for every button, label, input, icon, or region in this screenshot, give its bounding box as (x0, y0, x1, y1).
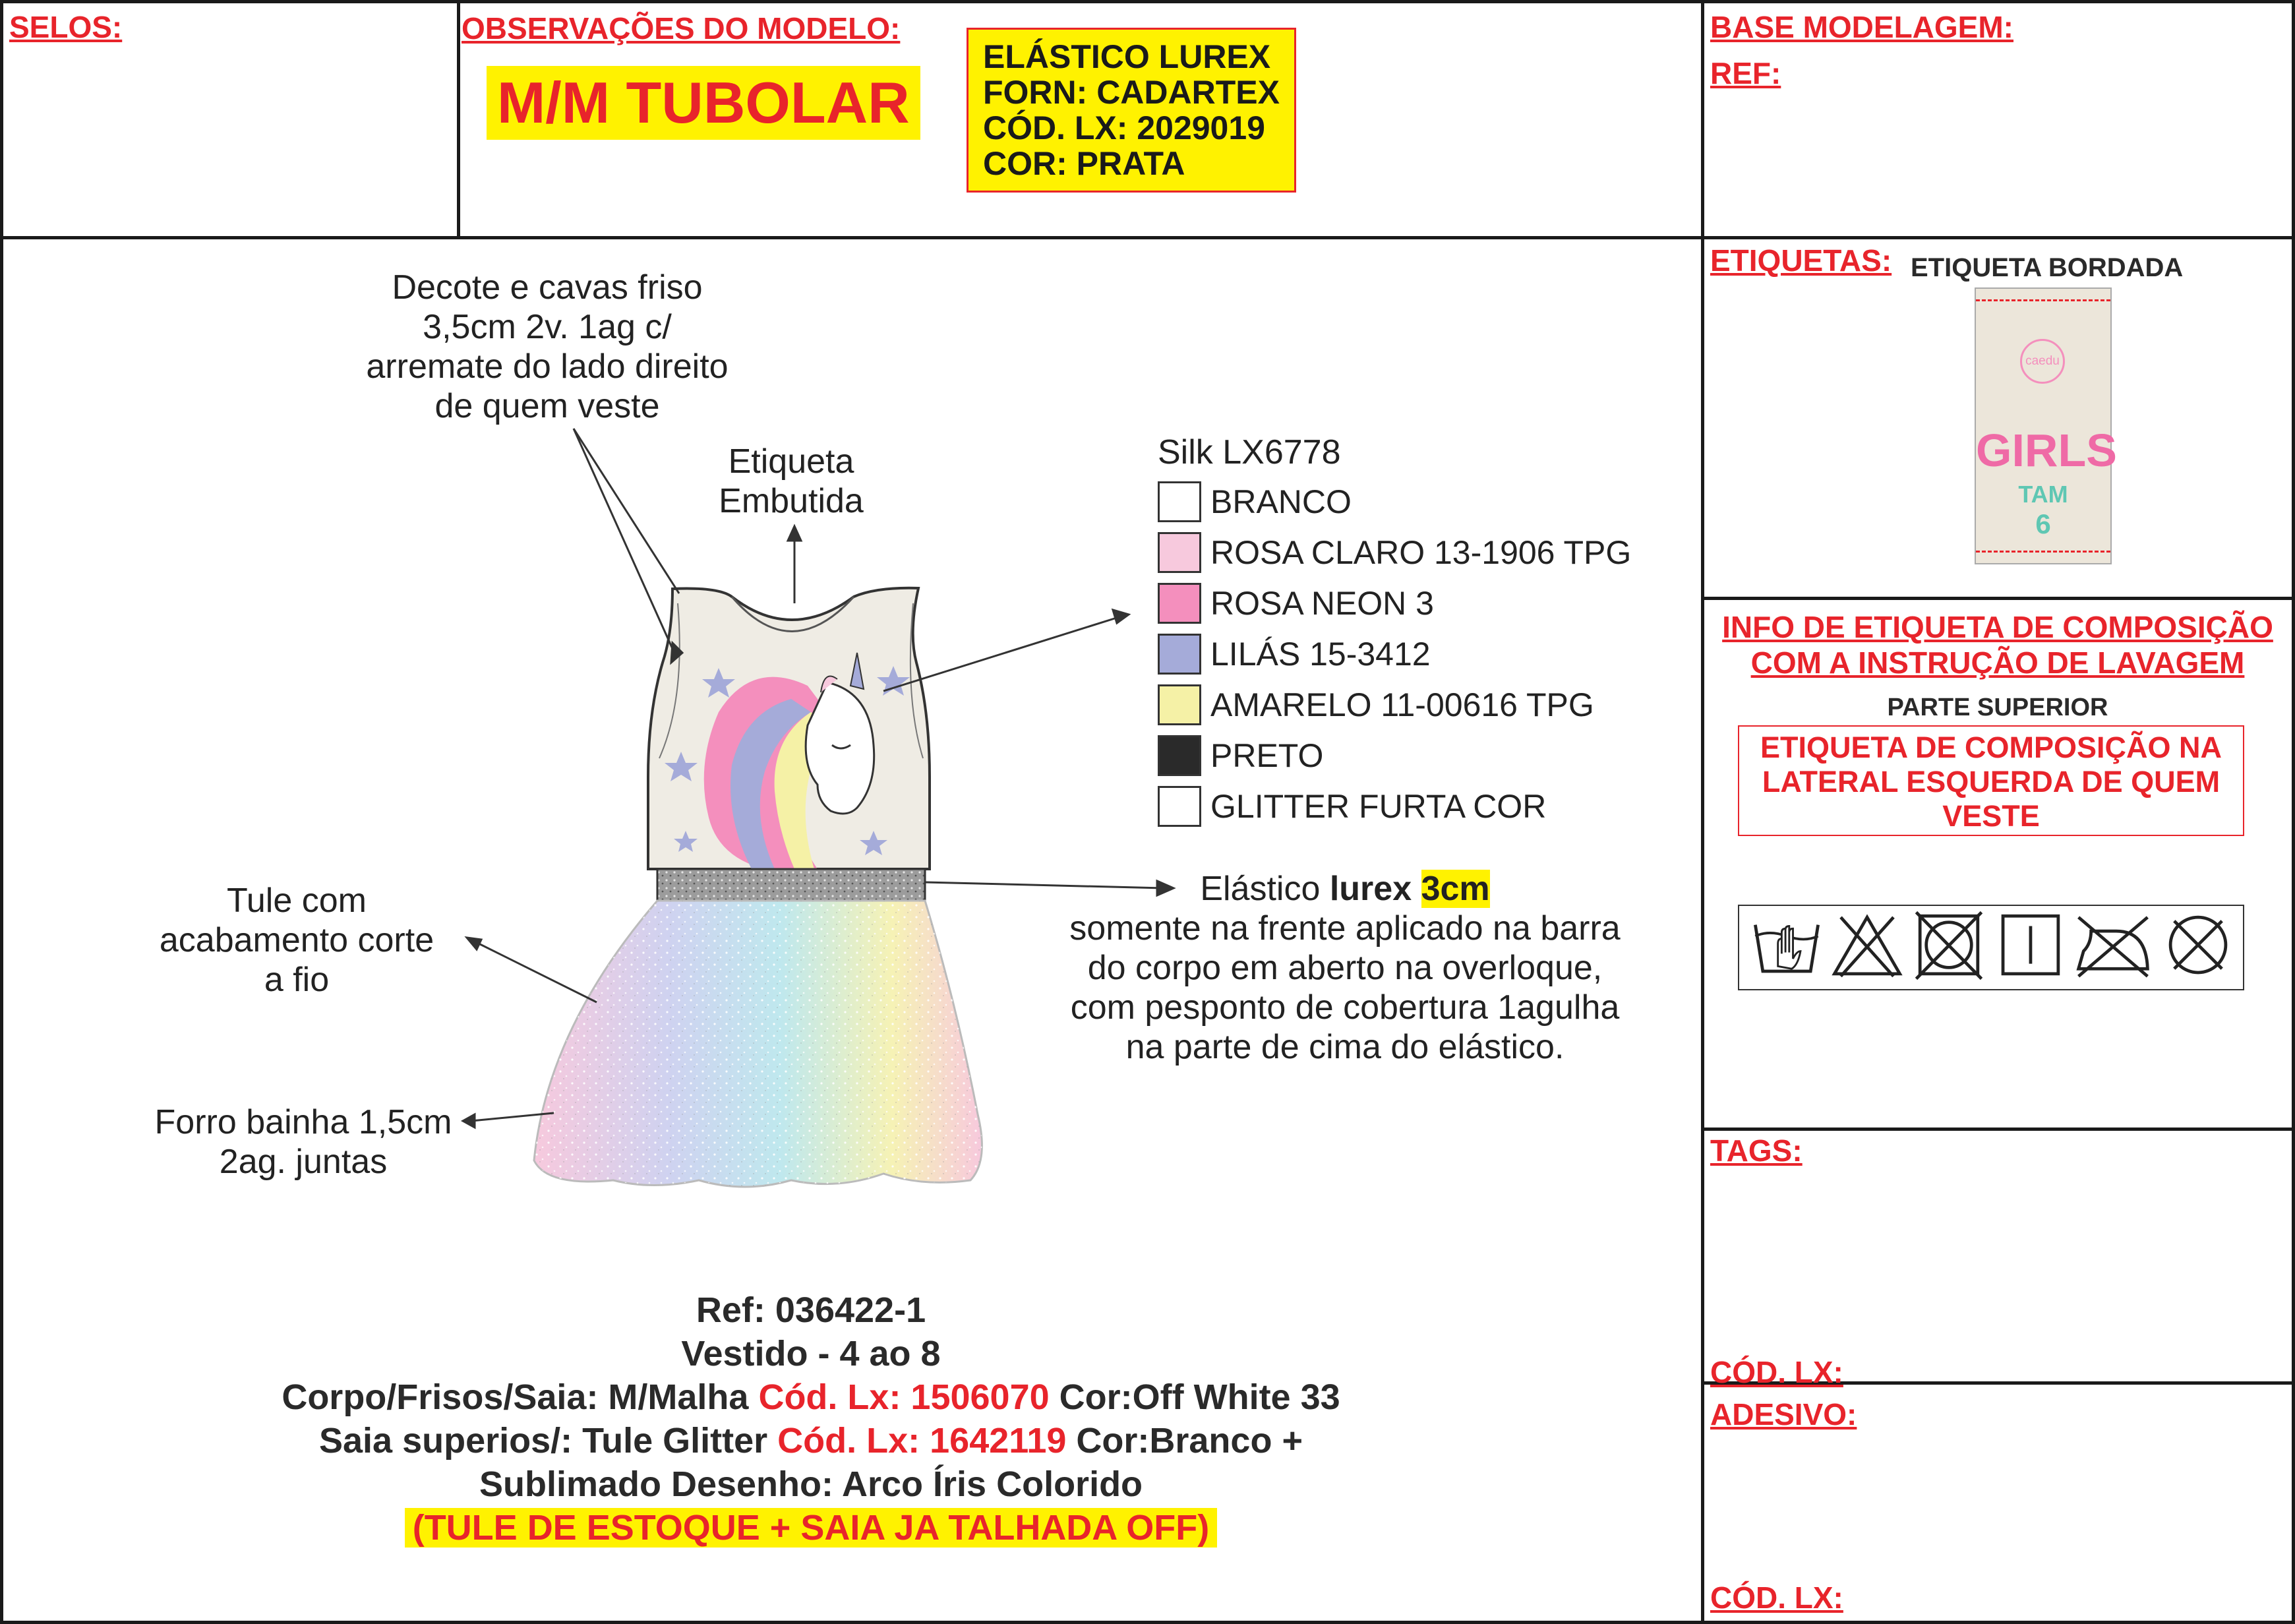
base-modelagem-label: BASE MODELAGEM: (1710, 10, 2013, 44)
note-line: 3,5cm 2v. 1ag c/ (423, 308, 672, 346)
frame-right (2292, 0, 2295, 1624)
spec-saia (158, 1419, 1464, 1462)
no-tumble-dry-icon (1909, 906, 1988, 985)
cod-lx-label-2: CÓD. LX: (1710, 1580, 1843, 1615)
caedu-logo: caedu (2020, 339, 2065, 384)
etiquetas-label: ETIQUETAS: (1710, 243, 1892, 278)
spec-text: Saia superios/: Tule Glitter (319, 1421, 778, 1460)
composicao-line: LATERAL ESQUERDA DE QUEM (1762, 765, 2220, 798)
note-line: somente na frente aplicado na barra (1069, 909, 1621, 947)
spec-ref: Ref: 036422-1 (696, 1290, 926, 1330)
sidebar-divider-1 (1701, 597, 2295, 600)
spec-block (158, 1288, 1464, 1549)
parte-superior: PARTE SUPERIOR (1887, 694, 2108, 721)
label-stitch-top (1976, 299, 2110, 301)
note-line: com pesponto de cobertura 1agulha (1070, 988, 1620, 1027)
note-line: Tule com (227, 882, 367, 920)
label-tam: TAM (2018, 481, 2068, 508)
etiqueta-bordada-title: ETIQUETA BORDADA (1911, 253, 2184, 282)
elastico-lead: Elástico (1200, 870, 1330, 908)
lurex-waistband (657, 869, 925, 901)
spec-code: Cód. Lx: 1642119 (777, 1421, 1067, 1460)
elastic-line: CÓD. LX: 2029019 (983, 109, 1265, 146)
info-title-line: INFO DE ETIQUETA DE COMPOSIÇÃO (1722, 610, 2273, 644)
label-stitch-bottom (1976, 551, 2110, 553)
note-line: de quem veste (434, 387, 660, 425)
sidebar-divider-2 (1701, 1128, 2295, 1131)
composicao-line: VESTE (1942, 799, 2040, 833)
note-line: Forro bainha 1,5cm (154, 1103, 452, 1141)
note-line: do corpo em aberto na overloque, (1087, 949, 1603, 987)
tags-label: TAGS: (1710, 1133, 1803, 1168)
note-line: Decote e cavas friso (392, 268, 703, 307)
frame-bottom (0, 1621, 2295, 1624)
selos-label: SELOS: (9, 10, 123, 44)
label-size: 6 (2035, 508, 2051, 539)
elastico-bold: lurex (1329, 870, 1412, 908)
adesivo-label: ADESIVO: (1710, 1397, 1857, 1431)
color-name: GLITTER FURTA COR (1210, 788, 1547, 825)
spec-sublimado: Sublimado Desenho: Arco Íris Colorido (479, 1464, 1143, 1504)
elastic-line: ELÁSTICO LUREX (983, 38, 1271, 75)
note-line: na parte de cima do elástico. (1125, 1028, 1565, 1066)
note-line: acabamento corte (159, 921, 434, 959)
observacoes-label: OBSERVAÇÕES DO MODELO: (462, 11, 901, 45)
note-line: a fio (264, 961, 330, 999)
note-line: 2ag. juntas (219, 1143, 388, 1181)
spec-estoque: (TULE DE ESTOQUE + SAIA JA TALHADA OFF) (405, 1508, 1218, 1548)
color-name: BRANCO (1210, 483, 1352, 520)
color-name: PRETO (1210, 737, 1324, 774)
silk-title: Silk LX6778 (1158, 433, 1341, 471)
note-line: Embutida (719, 482, 864, 520)
line-dry-icon (1994, 906, 2066, 985)
note-line: arremate do lado direito (366, 347, 729, 386)
spec-corpo (158, 1375, 1464, 1419)
spec-vestido: Vestido - 4 ao 8 (681, 1334, 941, 1373)
ref-label: REF: (1710, 56, 1781, 90)
color-name: AMARELO 11-00616 TPG (1210, 686, 1594, 723)
label-girls: GIRLS (1976, 425, 2117, 476)
note-line: Etiqueta (728, 442, 854, 481)
sidebar-divider (1701, 0, 1704, 1624)
info-title (1708, 609, 2288, 680)
spec-estoque-wrap (158, 1506, 1464, 1549)
cod-lx-label-1: CÓD. LX: (1710, 1355, 1843, 1389)
spec-code: Cód. Lx: 1506070 (758, 1377, 1050, 1417)
care-symbols-box (1738, 905, 2244, 990)
hand-wash-icon (1748, 906, 1825, 985)
no-dry-clean-icon (2159, 906, 2238, 985)
spec-text: Cor:Branco + (1066, 1421, 1303, 1460)
elastic-line: FORN: CADARTEX (983, 74, 1280, 111)
spec-text: Corpo/Frisos/Saia: M/Malha (282, 1377, 759, 1417)
composicao-box (1738, 725, 2244, 836)
woven-label (1975, 287, 2117, 564)
color-name: ROSA CLARO 13-1906 TPG (1210, 534, 1632, 571)
no-iron-icon (2070, 906, 2156, 985)
composicao-line: ETIQUETA DE COMPOSIÇÃO NA (1760, 731, 2222, 764)
no-bleach-icon (1828, 906, 1907, 985)
spec-text: Cor:Off White 33 (1049, 1377, 1340, 1417)
model-title: M/M TUBOLAR (487, 66, 920, 140)
color-name: ROSA NEON 3 (1210, 585, 1434, 622)
elastic-line: COR: PRATA (983, 145, 1185, 182)
color-name: LILÁS 15-3412 (1210, 636, 1431, 673)
elastico-size: 3cm (1421, 870, 1490, 908)
info-title-line: COM A INSTRUÇÃO DE LAVAGEM (1750, 646, 2245, 680)
